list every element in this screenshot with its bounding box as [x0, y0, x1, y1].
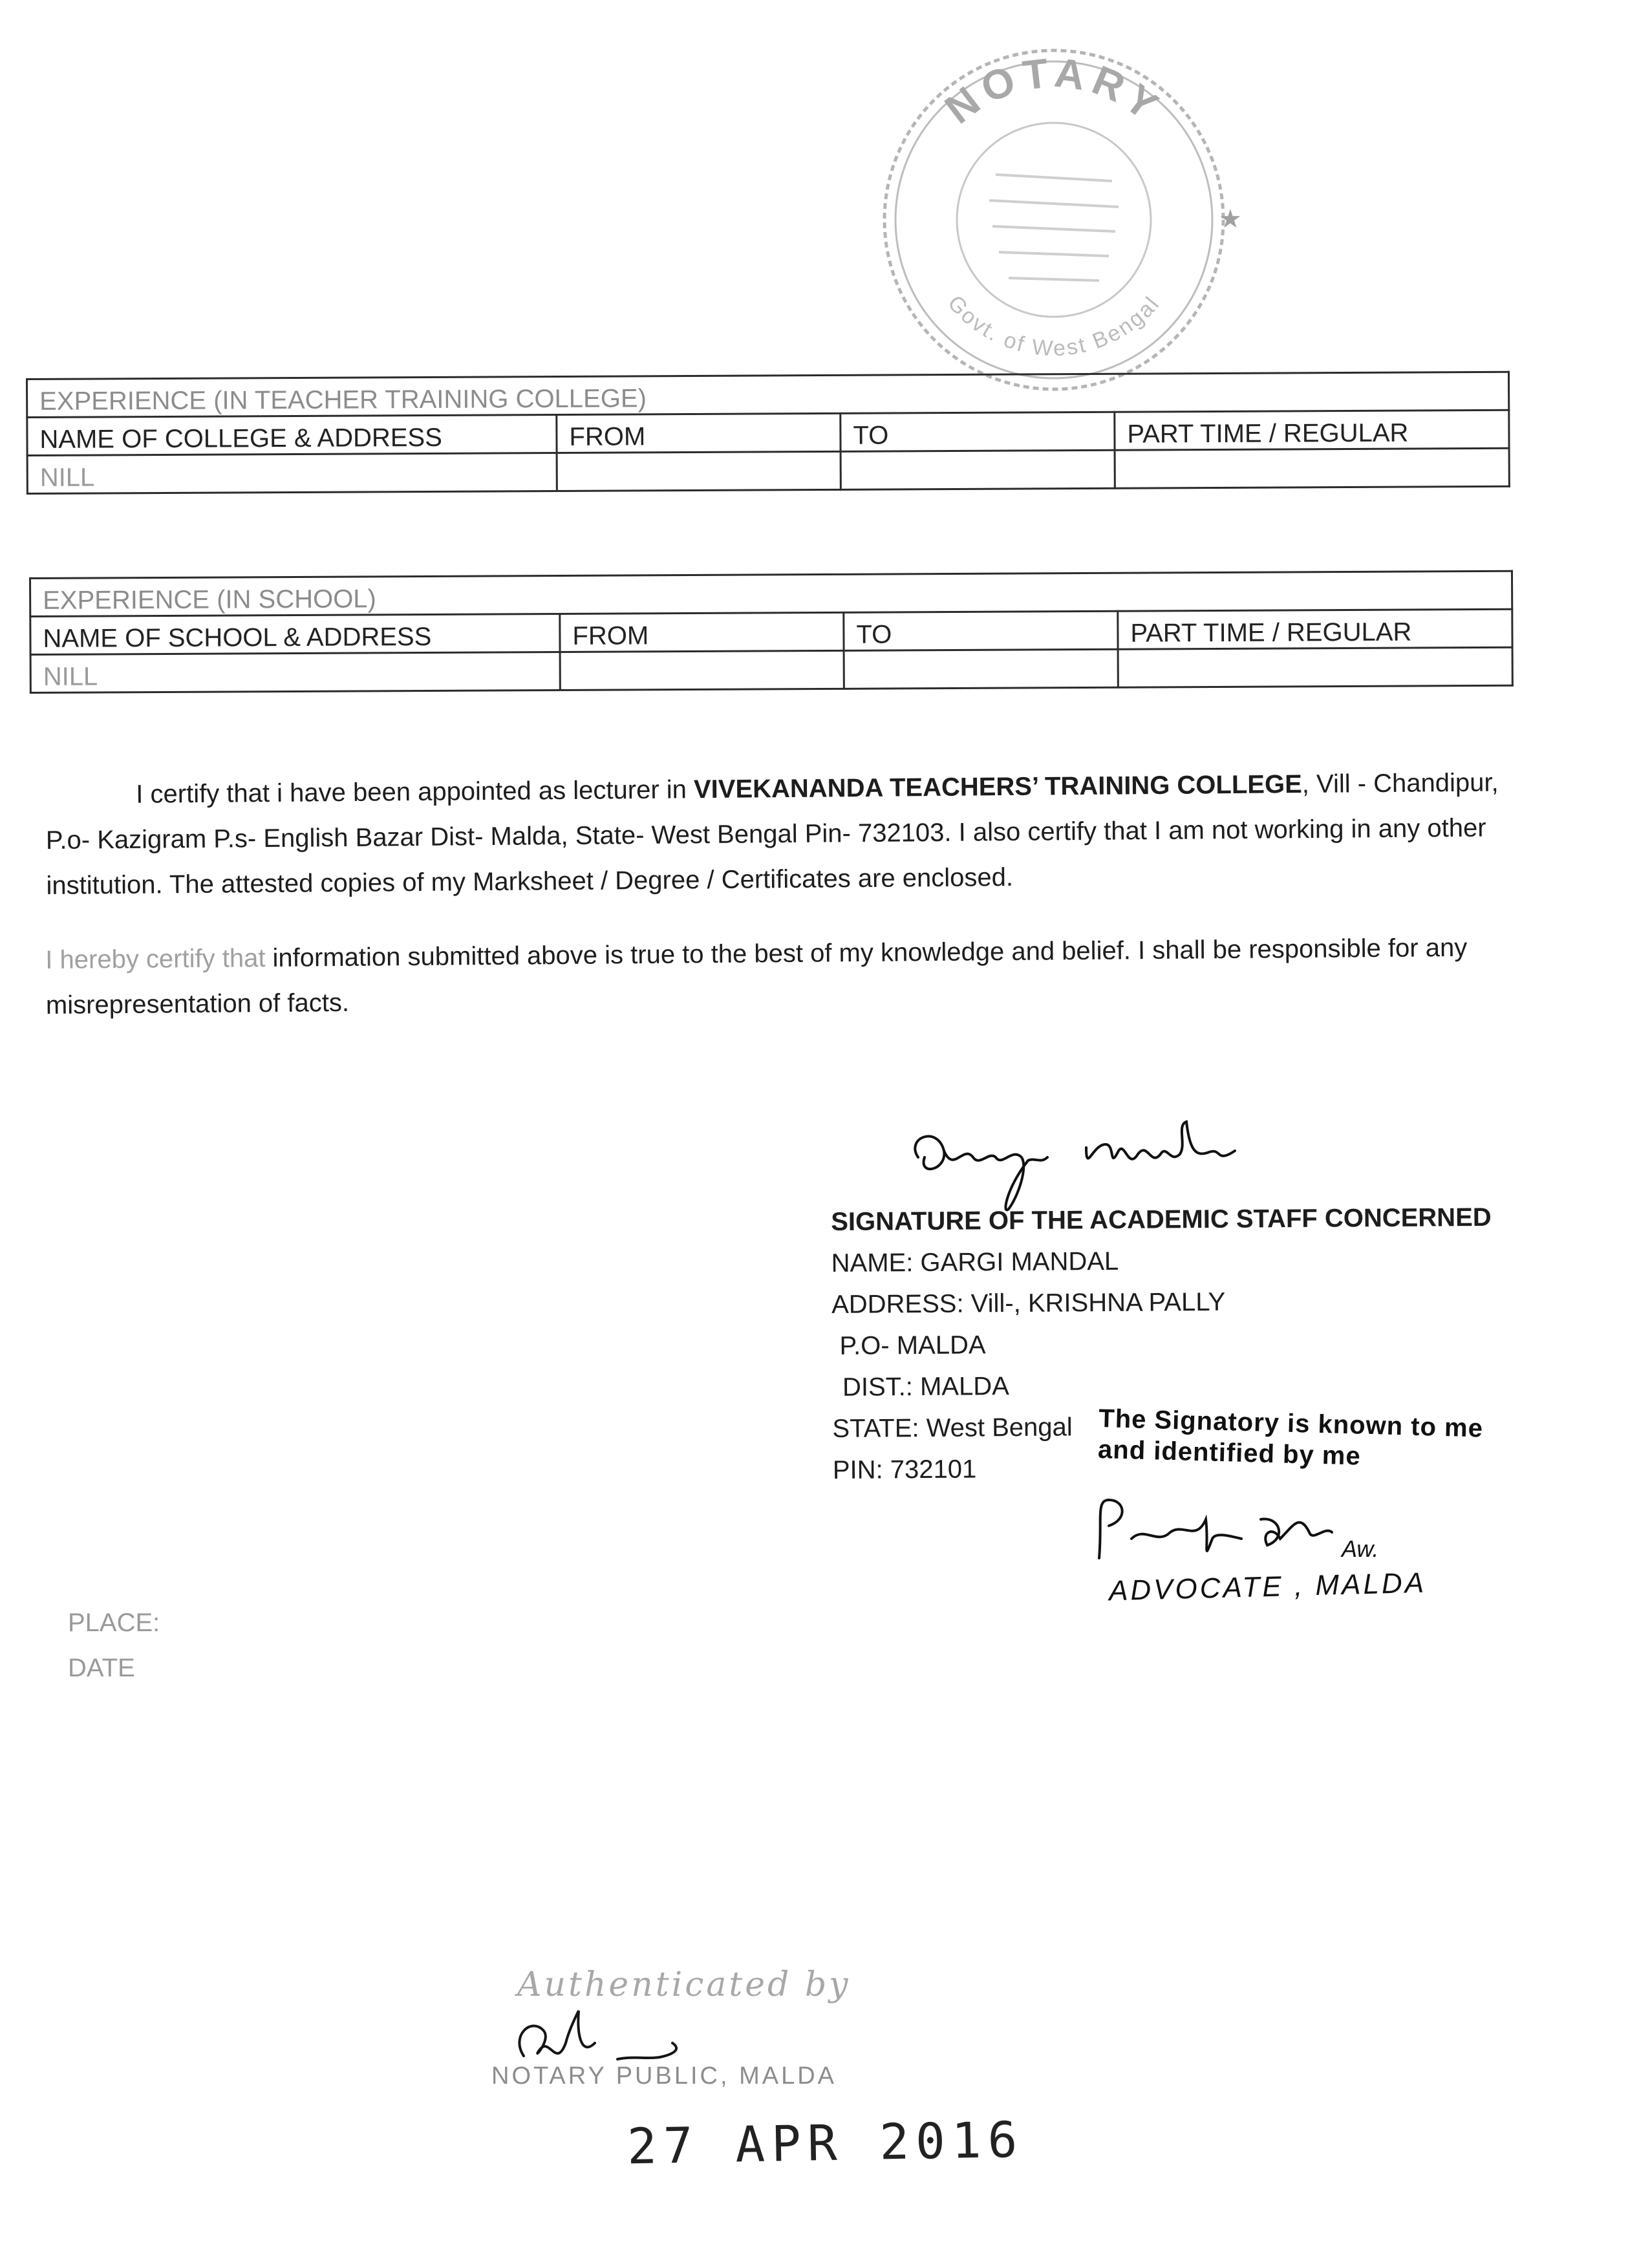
staff-name: NAME: GARGI MANDAL: [831, 1246, 1119, 1278]
from-header: FROM: [560, 612, 844, 652]
notary-public-stamp: NOTARY PUBLIC, MALDA: [491, 2062, 837, 2090]
from-cell: [560, 650, 844, 690]
table-header-row: [30, 609, 1512, 654]
college-experience-table: [26, 371, 1510, 495]
seal-top-text: NOTARY: [936, 48, 1172, 133]
notary-seal: [860, 26, 1248, 414]
date-stamp: 27 APR 2016: [627, 2110, 1025, 2176]
table-row: [27, 448, 1509, 493]
information-certification: I hereby certify that information submitted above is true to the best of my knowledge and belief. I shall be responsible for any misrepresentation of facts.: [45, 933, 1468, 1020]
part-time-regular-header: PART TIME / REGULAR: [1118, 609, 1512, 649]
to-cell: [841, 450, 1115, 489]
place-date-block: [68, 1600, 160, 1691]
table-title-row: [27, 372, 1509, 417]
to-header: TO: [841, 412, 1115, 451]
svg-text:Govt. of West Bengal: [943, 291, 1164, 361]
svg-text:★: ★: [1219, 205, 1242, 233]
table-title-row: [30, 571, 1512, 616]
staff-pin: PIN: 732101: [832, 1455, 977, 1484]
part-time-regular-cell: [1115, 448, 1509, 488]
college-name-header: NAME OF COLLEGE & ADDRESS: [27, 414, 557, 455]
notary-seal-graphic: [860, 26, 1248, 414]
staff-post-office: P.O- MALDA: [839, 1331, 986, 1360]
college-name: VIVEKANANDA TEACHERS’ TRAINING COLLEGE: [693, 770, 1302, 804]
school-name-header: NAME OF SCHOOL & ADDRESS: [30, 614, 560, 654]
school-table-title: EXPERIENCE (IN SCHOOL): [30, 571, 1512, 616]
seal-bottom-text: Govt. of West Bengal: [943, 290, 1165, 361]
college-table-title: EXPERIENCE (IN TEACHER TRAINING COLLEGE): [27, 372, 1509, 417]
from-cell: [557, 451, 841, 491]
advocate-signature: [1086, 1481, 1358, 1574]
to-cell: [844, 649, 1118, 689]
table-header-row: [27, 410, 1509, 455]
advocate-initials: Aw.: [1342, 1535, 1379, 1562]
staff-address: ADDRESS: Vill-, KRISHNA PALLY: [831, 1287, 1226, 1319]
part-time-regular-header: PART TIME / REGULAR: [1115, 410, 1509, 450]
date-label: DATE: [68, 1654, 135, 1682]
advocate-title: ADVOCATE , MALDA: [1108, 1567, 1427, 1607]
to-header: TO: [844, 611, 1118, 650]
part-time-regular-cell: [1118, 647, 1512, 687]
place-label: PLACE:: [68, 1609, 160, 1637]
signature-title: SIGNATURE OF THE ACADEMIC STAFF CONCERNED: [831, 1203, 1492, 1236]
staff-district: DIST.: MALDA: [842, 1372, 1010, 1402]
from-header: FROM: [557, 413, 841, 453]
college-name-cell: NILL: [27, 453, 557, 493]
school-experience-table: [29, 570, 1514, 694]
advocate-signature-graphic: [1086, 1481, 1358, 1571]
staff-state: STATE: West Bengal: [832, 1413, 1073, 1443]
table-row: [30, 647, 1512, 692]
appointment-certification: I certify that i have been appointed as lecturer in VIVEKANANDA TEACHERS’ TRAINING COLLEGE, Vill - Chandipur, P.o- Kazigram P.s- English Bazar Dist- Malda, State- West Bengal Pin- 732103. I also certify that I am not working in any other institution. The attested copies of my Marksheet / Degree / Certificates are enclosed.: [45, 768, 1499, 900]
school-name-cell: NILL: [30, 652, 560, 692]
authenticated-by-stamp: Authenticated by: [517, 1965, 851, 2004]
advocate-identification-stamp: The Signatory is known to me and identified by me: [1097, 1404, 1484, 1471]
